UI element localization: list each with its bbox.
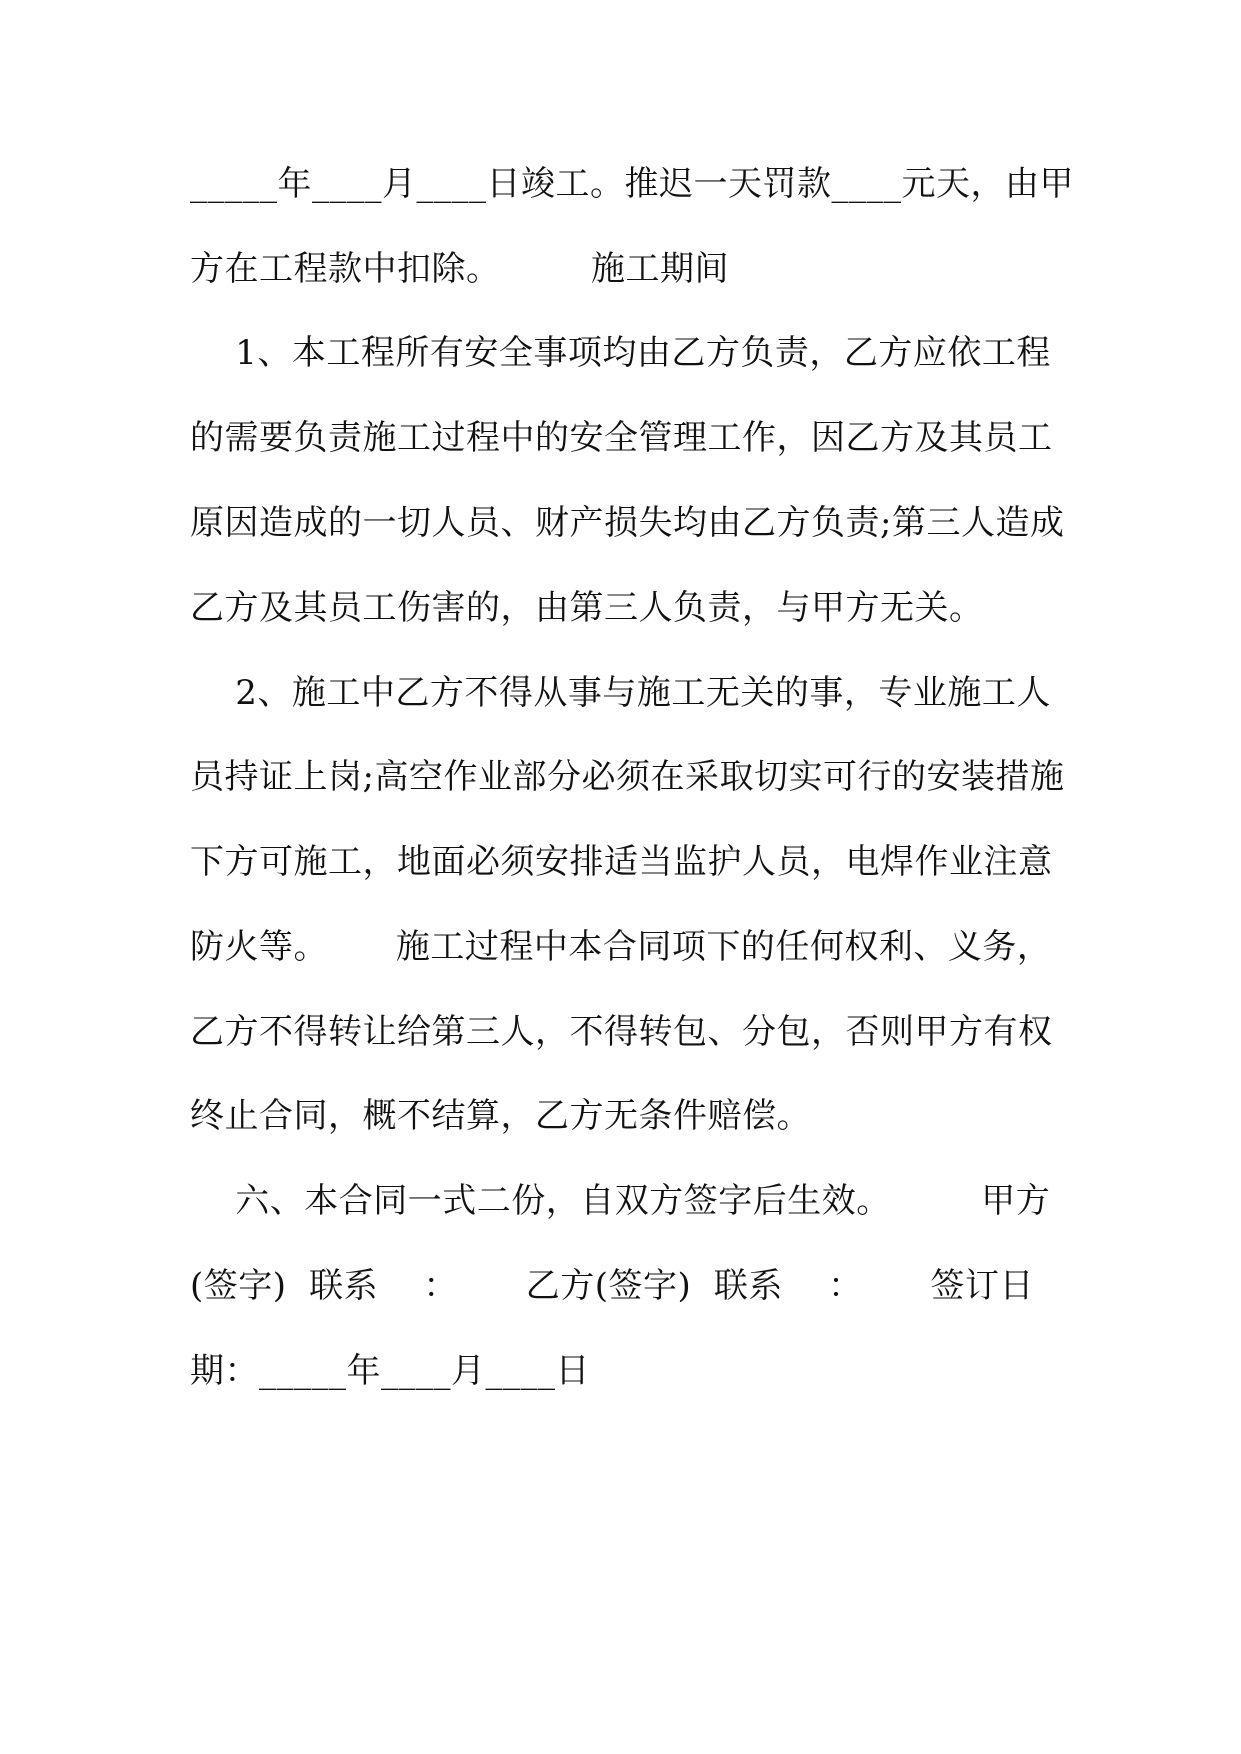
text-line: 下方可施工，地面必须安排适当监护人员，电焊作业注意 xyxy=(190,842,1053,882)
text-line: 1、本工程所有安全事项均由乙方负责，乙方应依工程 xyxy=(190,333,1051,373)
text-line: 员持证上岗;高空作业部分必须在采取切实可行的安装措施 xyxy=(190,757,1065,797)
text-line: 的需要负责施工过程中的安全管理工作，因乙方及其员工 xyxy=(190,418,1053,458)
text-line: 乙方及其员工伤害的，由第三人负责，与甲方无关。 xyxy=(190,588,984,628)
text-line: 防火等。 施工过程中本合同项下的任何权利、义务， xyxy=(190,927,1052,967)
text-line: 乙方不得转让给第三人，不得转包、分包，否则甲方有权 xyxy=(190,1012,1053,1052)
text-line: _____年____月____日竣工。推迟一天罚款____元天，由甲 xyxy=(190,164,1074,204)
text-line: 六、本合同一式二份，自双方签字后生效。 甲方 xyxy=(190,1181,1051,1221)
text-line: 期：_____年____月____日 xyxy=(190,1351,590,1391)
text-line: 原因造成的一切人员、财产损失均由乙方负责;第三人造成 xyxy=(190,503,1065,543)
text-line: 终止合同，概不结算，乙方无条件赔偿。 xyxy=(190,1096,811,1136)
text-line: (签字) 联系 ： 乙方(签字) 联系 ： 签订日 xyxy=(190,1266,1034,1306)
text-line: 方在工程款中扣除。 施工期间 xyxy=(190,249,729,289)
text-line: 2、施工中乙方不得从事与施工无关的事，专业施工人 xyxy=(190,673,1051,713)
